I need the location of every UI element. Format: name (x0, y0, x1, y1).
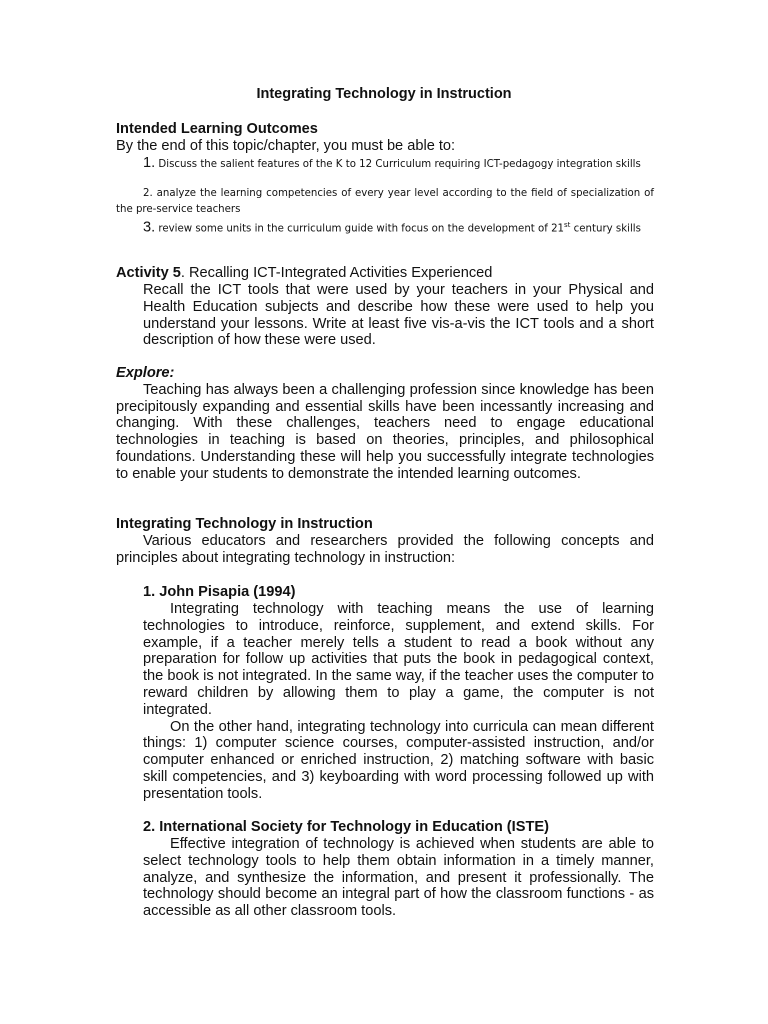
outcome-text-end: century skills (570, 223, 641, 235)
outcome-text: analyze the learning competencies of every year level according to the field of specialization of the pre-service teachers (116, 188, 654, 215)
outcome-text: Discuss the salient features of the K to 12 Curriculum requiring ICT-pedagogy integration skills (158, 159, 641, 170)
section-heading-iste: 2. International Society for Technology in Education (ISTE) (143, 819, 549, 835)
section-paragraph: Effective integration of technology is achieved when students are able to select technology tools to help them obtain information in a timely manner, analyze, and synthesize the information, and present it professionally. The technology should become an integral part of how the classroom functions - as accessible as all other classroom tools. (143, 836, 654, 920)
activity-body-block (143, 282, 654, 349)
outcome-number: 1. (143, 155, 156, 171)
explore-section (116, 365, 654, 483)
activity-title: . Recalling ICT-Integrated Activities Experienced (180, 265, 493, 281)
section-body-iste (143, 836, 654, 920)
explore-body: Teaching has always been a challenging profession since knowledge has been precipitously expanding and essential skills have been incessantly increasing and changing. With these challenges, teachers need to engage educational technologies in teaching is based on theories, principles, and philosophical foundations. Understanding these will help you successfully integrate technologies to enable your students to demonstrate the intended learning outcomes. (116, 381, 654, 482)
outcome-superscript: st (564, 221, 571, 229)
outcome-number: 2. (143, 188, 153, 199)
section-paragraph: Integrating technology with teaching means the use of learning technologies to introduce, reinforce, supplement, and extend skills. For example, if a teacher merely tells a student to read a book without any preparation for follow up activities that puts the book in pedagogical context, the book is not integrated. In the same way, if the teacher uses the computer to reward children by allowing them to play a game, the computer is not integrated. (143, 601, 654, 718)
outcomes-section (116, 121, 654, 155)
outcome-item-1 (116, 155, 654, 173)
explore-heading: Explore: (116, 365, 175, 381)
section-body-pisapia (143, 601, 654, 803)
activity-section (116, 265, 654, 282)
page-title: Integrating Technology in Instruction (256, 86, 512, 102)
integrating-body: Various educators and researchers provided the following concepts and principles about integrating technology in instruction: (116, 532, 654, 566)
outcome-item-3 (116, 217, 654, 237)
activity-body: Recall the ICT tools that were used by your teachers in your Physical and Health Education subjects and describe how these were used to help you understand your lessons. Write at least five vis-a-vis the ICT tools and a short description of how these were used. (143, 282, 654, 349)
outcomes-heading: Intended Learning Outcomes (116, 121, 318, 137)
integrating-heading: Integrating Technology in Instruction (116, 516, 373, 532)
activity-label: Activity 5 (116, 265, 181, 281)
integrating-section (116, 516, 654, 566)
outcome-number: 3. (143, 219, 156, 236)
section-heading-pisapia: 1. John Pisapia (1994) (143, 584, 296, 600)
outcome-item-2 (116, 186, 654, 218)
outcomes-intro: By the end of this topic/chapter, you must be able to: (116, 137, 456, 154)
outcome-text: review some units in the curriculum guide with focus on the development of 21 (158, 223, 565, 235)
section-paragraph: On the other hand, integrating technology into curricula can mean different things: 1) computer science courses, computer-assisted instruction, and/or computer enhanced or enriched instruction, 2) matching software with basic skill competencies, and 3) keyboarding with word processing followed up with presentation tools. (143, 718, 654, 802)
